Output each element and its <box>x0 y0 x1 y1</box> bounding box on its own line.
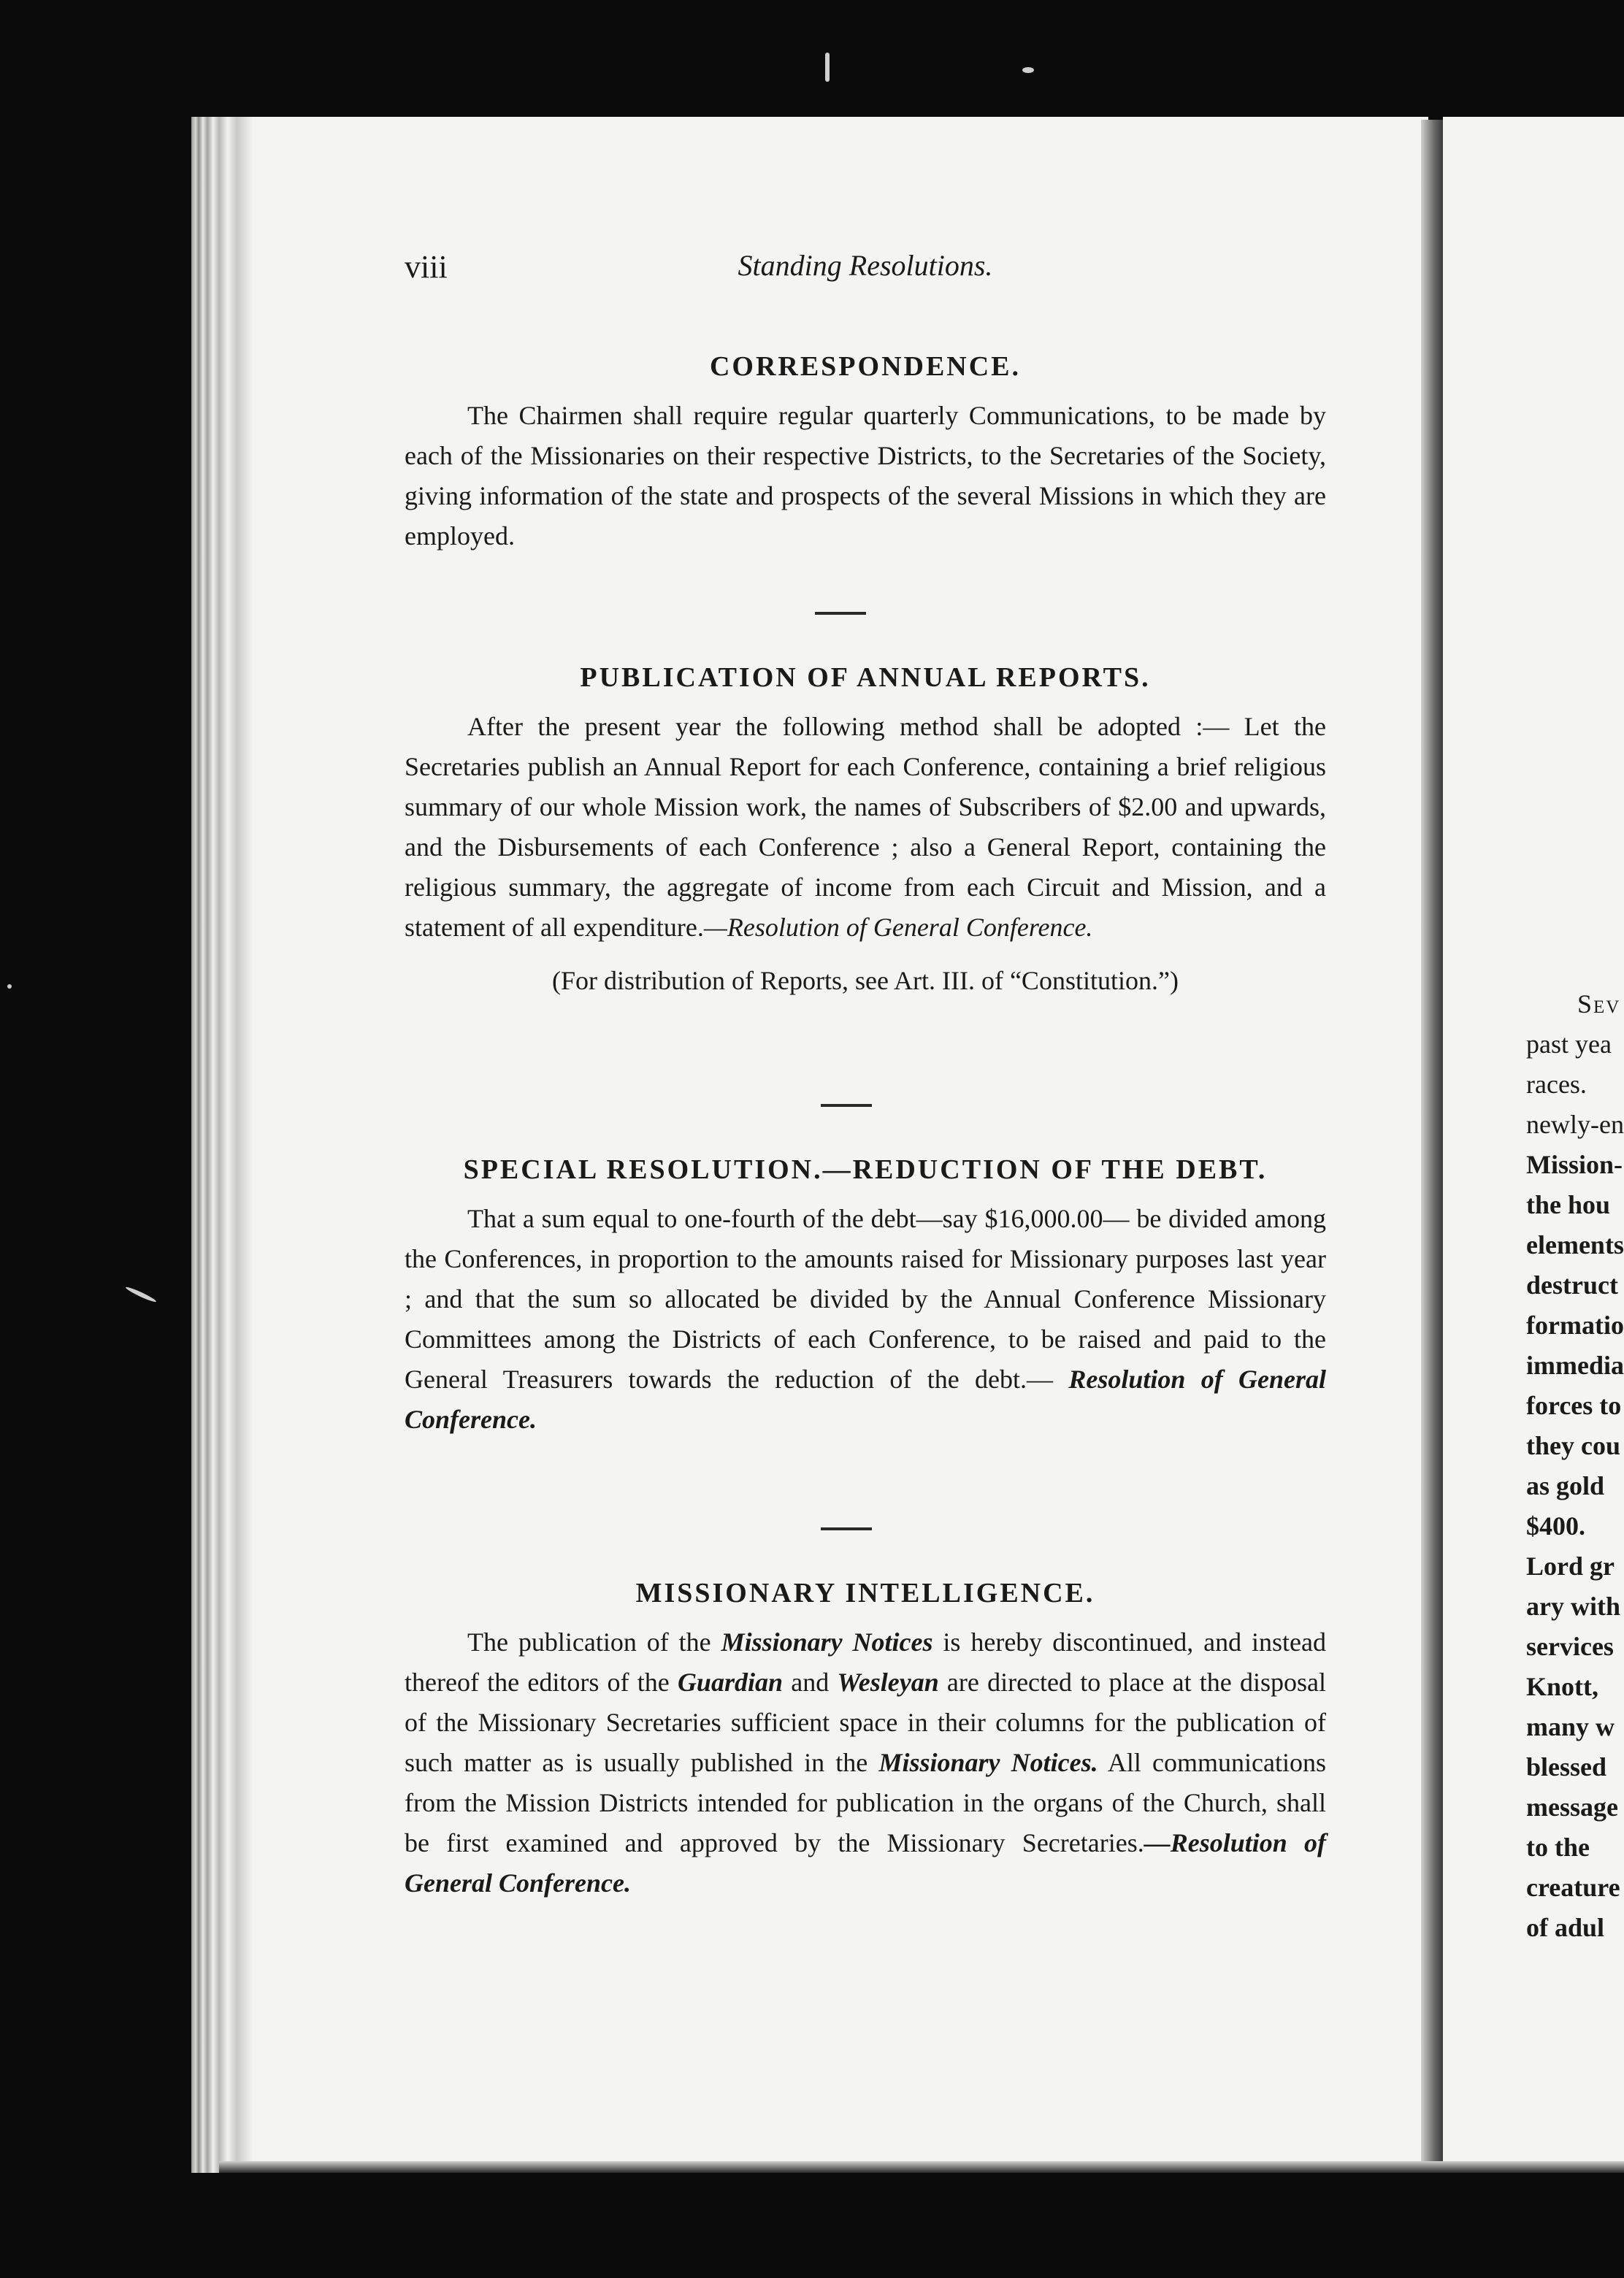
right-page-line: message <box>1526 1792 1618 1822</box>
right-page-line: creature <box>1526 1873 1620 1902</box>
paragraph <box>405 1622 1326 1903</box>
citation: —Resolution of General Conference. <box>703 913 1093 942</box>
book-gutter <box>1421 120 1443 2173</box>
right-page-line: the hou <box>1526 1190 1611 1219</box>
paragraph-text: That a sum equal to one-fourth of the debt—say $16,000.00— be divided among the Conferences, in proportion to the amounts raised for Missionary purposes last year ; and that the sum so allocated be divided by the Annual Conference Missionary Committees among the Districts of each Conference, to be raised and paid to the General Treasurers towards the reduction of the debt.— <box>405 1204 1326 1394</box>
right-page-line: Sev <box>1577 989 1621 1019</box>
scan-speck <box>825 53 830 82</box>
right-page-line: destruct <box>1526 1270 1618 1300</box>
right-page-line: Lord gr <box>1526 1552 1615 1581</box>
right-page-line: immedia <box>1526 1351 1624 1380</box>
page-number: viii <box>405 249 448 285</box>
section-publication <box>405 661 1326 1001</box>
scan-speck <box>125 1286 157 1304</box>
publication-title: Wesleyan <box>837 1668 939 1697</box>
section-heading: PUBLICATION OF ANNUAL REPORTS. <box>580 662 1151 693</box>
publication-title: Missionary Notices <box>721 1627 933 1657</box>
right-page-line: $400. <box>1526 1511 1585 1541</box>
right-page-line: Mission- <box>1526 1150 1623 1179</box>
paragraph: The Chairmen shall require regular quarterly Communications, to be made by each of the Missionaries on their respective Districts, to the Secretaries of the Society, giving information of the state and prospects of the several Missions in which they are employed. <box>405 401 1326 551</box>
right-page-line: they cou <box>1526 1431 1620 1460</box>
section-heading: SPECIAL RESOLUTION.—REDUCTION OF THE DEBT. <box>463 1154 1268 1185</box>
right-page-line: past yea <box>1526 1029 1612 1059</box>
scan-speck <box>7 984 12 989</box>
paragraph-text: After the present year the following method shall be adopted :— Let the Secretaries publish an Annual Report for each Conference, containing a brief religious summary of our whole Mission work, the names of Subscribers of $2.00 and upwards, and the Disbursements of each Conference ; also a General Report, containing the religious summary, the aggregate of income from each Circuit and Mission, and a statement of all expenditure. <box>405 712 1326 942</box>
right-page-line: ary with <box>1526 1592 1620 1621</box>
right-page-line: as gold <box>1526 1471 1605 1500</box>
right-page-line: races. <box>1526 1070 1587 1099</box>
section-correspondence <box>405 350 1326 556</box>
right-page-line: many w <box>1526 1712 1615 1741</box>
publication-title: Guardian <box>677 1668 783 1697</box>
right-page-line: of adul <box>1526 1913 1605 1942</box>
page-edges <box>191 117 253 2173</box>
right-page-line: to the <box>1526 1833 1590 1862</box>
page-bottom-shadow <box>219 2161 1624 2173</box>
section-missionary-intelligence <box>405 1577 1326 1903</box>
section-heading: CORRESPONDENCE. <box>709 351 1022 382</box>
section-divider <box>821 1527 872 1530</box>
citation: —Resolution of General Conference. <box>405 1828 1326 1898</box>
paragraph-text: All communications from the Mission Districts intended for publication in the organs of the Church, shall be first examined and approved by the Missionary Secretaries. <box>405 1748 1326 1857</box>
right-page-line: forces to <box>1526 1391 1622 1420</box>
scan-speck <box>1022 67 1034 73</box>
right-page-line: elements <box>1526 1230 1624 1259</box>
section-divider <box>815 612 866 615</box>
page-header <box>405 248 1326 292</box>
paragraph-text: The publication of the <box>467 1627 721 1657</box>
section-heading: MISSIONARY INTELLIGENCE. <box>635 1578 1095 1608</box>
paragraph <box>405 707 1326 948</box>
paragraph-text: are directed to place at the disposal of the Missionary Secretaries sufficient space in their columns for the publication of such matter as is usually published in the <box>405 1668 1326 1777</box>
distribution-note: (For distribution of Reports, see Art. III. of “Constitution.”) <box>552 966 1179 995</box>
paragraph-text: and <box>783 1668 838 1697</box>
right-page-line: newly-en <box>1526 1110 1624 1139</box>
section-special-resolution <box>405 1154 1326 1440</box>
right-page-line: formatio <box>1526 1311 1624 1340</box>
right-page-line: blessed <box>1526 1752 1607 1782</box>
paragraph <box>405 1199 1326 1440</box>
section-divider <box>821 1104 872 1107</box>
citation: Resolution of General Conference. <box>405 1365 1327 1434</box>
publication-title: Missionary Notices. <box>878 1748 1098 1777</box>
right-page-line: Knott, <box>1526 1672 1598 1701</box>
paragraph-text: is hereby discontinued, and instead thereof the editors of the <box>405 1627 1326 1697</box>
right-page-line: services <box>1526 1632 1614 1661</box>
right-page-text <box>1526 984 1624 1948</box>
running-title: Standing Resolutions. <box>738 249 993 282</box>
